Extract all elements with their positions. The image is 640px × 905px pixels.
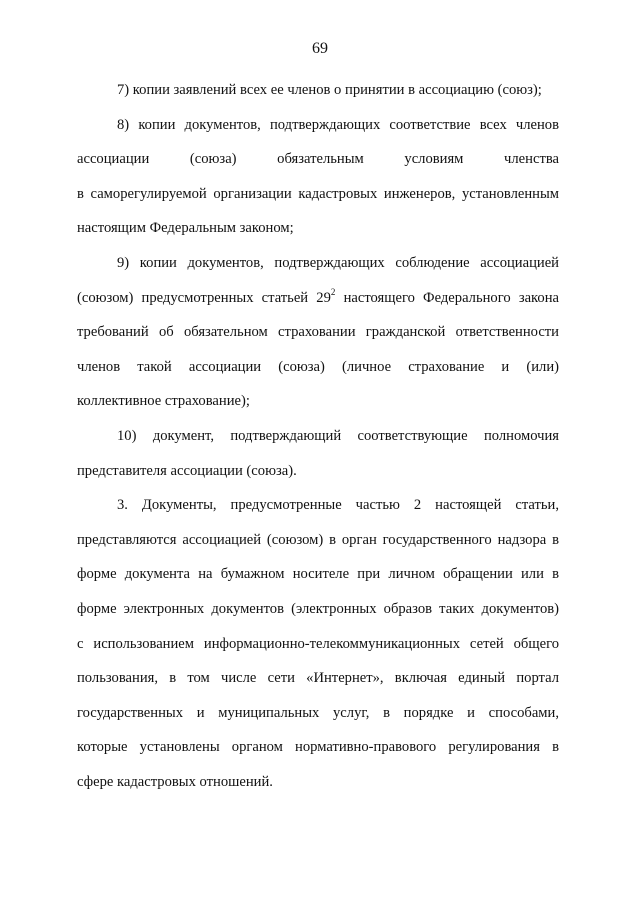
list-item-9-line-2-after: настоящего Федерального закона xyxy=(335,289,559,306)
list-item-8-line-2: ассоциации (союза) обязательным условиям членства xyxy=(77,151,559,168)
list-item-10-line-1: 10) документ, подтверждающий соответствующие полномочия xyxy=(117,427,559,444)
part-3-line-7: государственных и муниципальных услуг, в порядке и способами, xyxy=(77,704,559,721)
list-item-7-line-1: 7) копии заявлений всех ее членов о принятии в ассоциацию (союз); xyxy=(117,82,542,98)
list-item-9-line-4: членов такой ассоциации (союза) (личное страхование и (или) xyxy=(77,358,559,375)
part-3-line-8: которые установлены органом нормативно-правового регулирования в xyxy=(77,739,559,756)
list-item-8-line-4: настоящим Федеральным законом; xyxy=(77,220,294,237)
list-item-10 xyxy=(77,419,559,488)
part-3-line-4: форме электронных документов (электронных образов таких документов) xyxy=(77,600,559,617)
part-3-line-1: 3. Документы, предусмотренные частью 2 настоящей статьи, xyxy=(117,497,559,514)
list-item-9 xyxy=(77,246,559,419)
list-item-9-line-3: требований об обязательном страховании гражданской ответственности xyxy=(77,324,559,341)
list-item-9-line-2-before: (союзом) предусмотренных статьей 29 xyxy=(77,289,331,306)
part-3-line-6: пользования, в том числе сети «Интернет», включая единый портал xyxy=(77,670,559,687)
page-number: 69 xyxy=(312,40,328,57)
article-superscript: 2 xyxy=(330,286,336,297)
document-body xyxy=(77,73,559,799)
list-item-8 xyxy=(77,108,559,246)
part-3-line-3: форме документа на бумажном носителе при личном обращении или в xyxy=(77,566,559,583)
list-item-9-line-2 xyxy=(77,281,559,316)
list-item-8-line-3: в саморегулируемой организации кадастровых инженеров, установленным xyxy=(77,185,559,202)
list-item-7 xyxy=(77,73,559,108)
list-item-10-line-2: представителя ассоциации (союза). xyxy=(77,462,297,479)
list-item-9-line-1: 9) копии документов, подтверждающих соблюдение ассоциацией xyxy=(117,254,559,271)
list-item-9-line-5: коллективное страхование); xyxy=(77,393,250,410)
part-3-paragraph xyxy=(77,488,559,799)
part-3-line-5: с использованием информационно-телекоммуникационных сетей общего xyxy=(77,635,559,652)
part-3-line-2: представляются ассоциацией (союзом) в орган государственного надзора в xyxy=(77,531,559,548)
part-3-line-9: сфере кадастровых отношений. xyxy=(77,773,273,790)
list-item-8-line-1: 8) копии документов, подтверждающих соответствие всех членов xyxy=(117,116,559,133)
